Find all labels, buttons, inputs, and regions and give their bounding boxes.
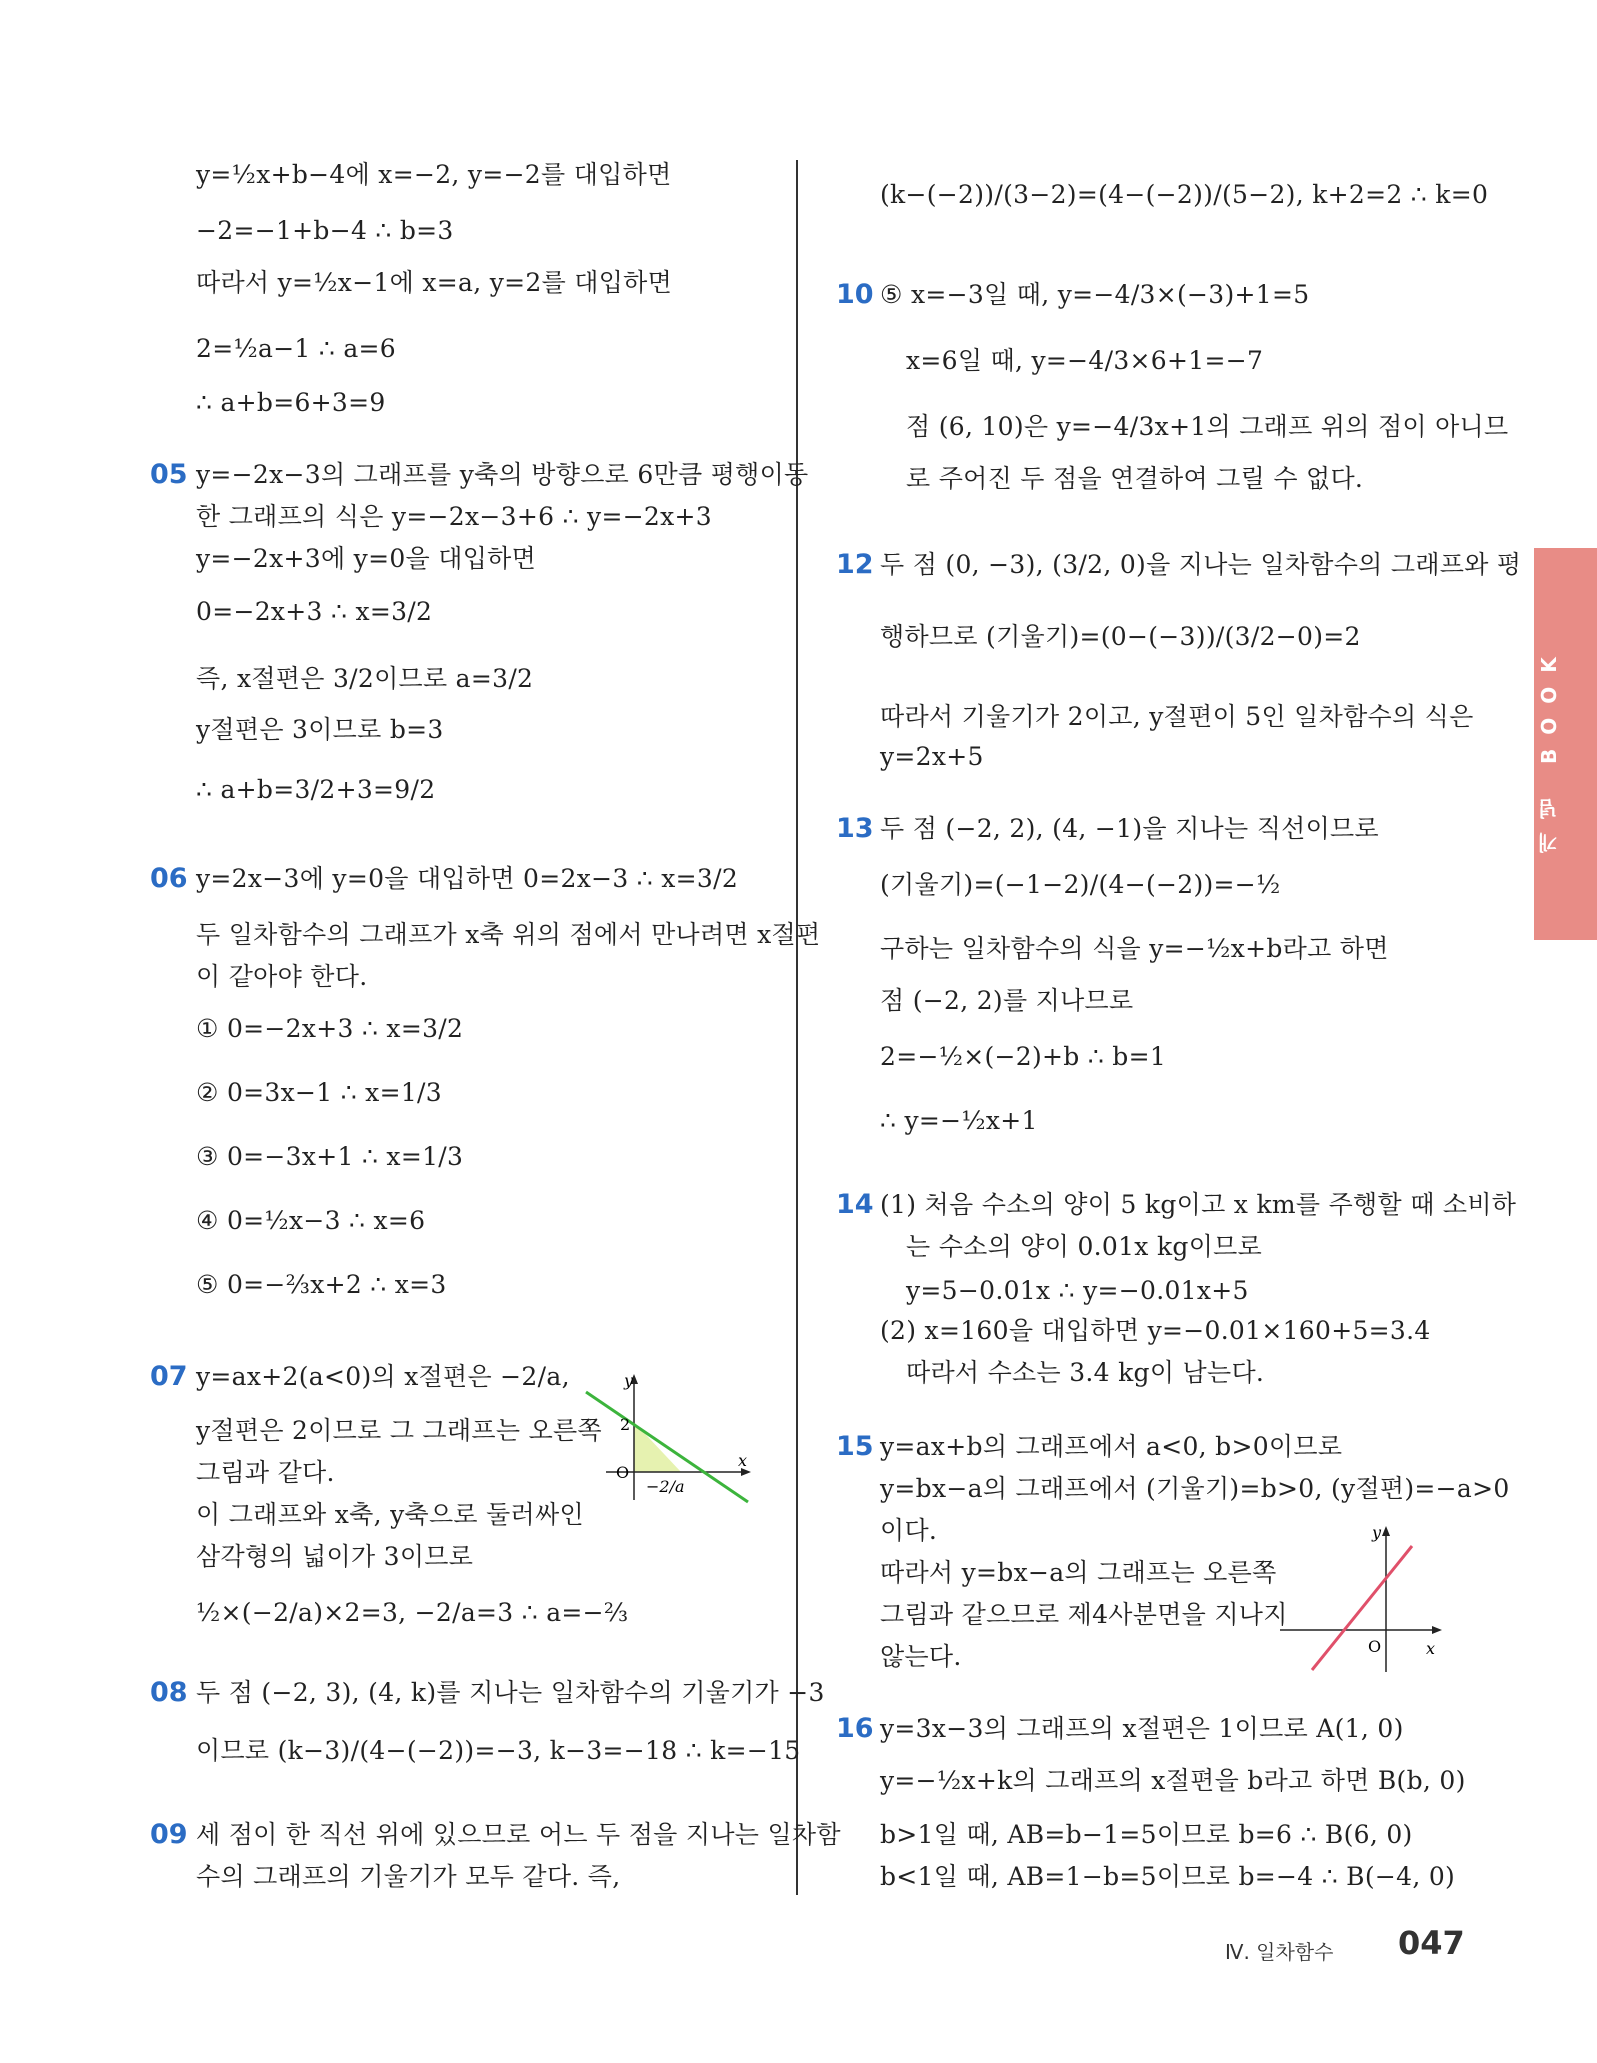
text-line: 삼각형의 넓이가 3이므로 [196, 1542, 474, 1571]
text-line: 두 점 (−2, 2), (4, −1)을 지나는 직선이므로 [880, 814, 1379, 843]
text-line: 따라서 기울기가 2이고, y절편이 5인 일차함수의 식은 [880, 702, 1474, 731]
text-line: 점 (6, 10)은 y=−4/3x+1의 그래프 위의 점이 아니므 [906, 412, 1509, 441]
text-line: 따라서 y=bx−a의 그래프는 오른쪽 [880, 1558, 1277, 1587]
graph-line [1312, 1546, 1412, 1670]
problem-number: 08 [150, 1677, 188, 1708]
page-number: 047 [1398, 1924, 1465, 1962]
y-axis-label: y [1372, 1523, 1382, 1542]
problem-number: 13 [836, 813, 874, 844]
text-line: ∴ a+b=3/2+3=9/2 [196, 775, 436, 804]
text-line: 따라서 y=½x−1에 x=a, y=2를 대입하면 [196, 268, 673, 297]
text-line: ③ 0=−3x+1 ∴ x=1/3 [196, 1142, 464, 1171]
text-line: (k−(−2))/(3−2)=(4−(−2))/(5−2), k+2=2 ∴ k=0 [880, 180, 1489, 209]
text-line: y=ax+b의 그래프에서 a<0, b>0이므로 [880, 1432, 1343, 1461]
text-line: (1) 처음 수소의 양이 5 kg이고 x km를 주행할 때 소비하 [880, 1190, 1517, 1219]
problem-number: 14 [836, 1189, 874, 1220]
text-line: 는 수소의 양이 0.01x kg이므로 [906, 1232, 1263, 1261]
problem-number: 07 [150, 1361, 188, 1392]
text-line: (기울기)=(−1−2)/(4−(−2))=−½ [880, 870, 1281, 899]
column-divider [796, 160, 798, 1895]
text-line: 그림과 같다. [196, 1458, 335, 1487]
text-line: 따라서 수소는 3.4 kg이 남는다. [906, 1358, 1265, 1387]
text-line: 두 일차함수의 그래프가 x축 위의 점에서 만나려면 x절편 [196, 920, 821, 949]
problem-number: 12 [836, 549, 874, 580]
text-line: 그림과 같으므로 제4사분면을 지나지 [880, 1600, 1288, 1629]
graph-07 [576, 1370, 756, 1510]
text-line: −2=−1+b−4 ∴ b=3 [196, 216, 454, 245]
text-line: b<1일 때, AB=1−b=5이므로 b=−4 ∴ B(−4, 0) [880, 1862, 1456, 1891]
text-line: y=3x−3의 그래프의 x절편은 1이므로 A(1, 0) [880, 1714, 1404, 1743]
text-line: 두 점 (−2, 3), (4, k)를 지나는 일차함수의 기울기가 −3 [196, 1678, 825, 1707]
side-tab-label: 개념 BOOK [1537, 643, 1561, 853]
y-axis-label: y [624, 1371, 634, 1390]
x-axis-label: x [1426, 1639, 1436, 1658]
text-line: 2=−½×(−2)+b ∴ b=1 [880, 1042, 1167, 1071]
text-line: 않는다. [880, 1642, 962, 1671]
text-line: ① 0=−2x+3 ∴ x=3/2 [196, 1014, 464, 1043]
text-line: 2=½a−1 ∴ a=6 [196, 334, 396, 363]
text-line: 이 같아야 한다. [196, 962, 368, 991]
text-line: 이다. [880, 1516, 938, 1545]
side-tab [1534, 548, 1597, 940]
text-line: 0=−2x+3 ∴ x=3/2 [196, 597, 433, 626]
text-line: 행하므로 (기울기)=(0−(−3))/(3/2−0)=2 [880, 622, 1361, 651]
text-line: 로 주어진 두 점을 연결하여 그릴 수 없다. [906, 464, 1364, 493]
x-arrow-icon [1432, 1626, 1442, 1634]
text-line: 한 그래프의 식은 y=−2x−3+6 ∴ y=−2x+3 [196, 502, 712, 531]
origin-label: O [1368, 1637, 1382, 1656]
text-line: ② 0=3x−1 ∴ x=1/3 [196, 1078, 442, 1107]
text-line: 구하는 일차함수의 식을 y=−½x+b라고 하면 [880, 934, 1389, 963]
problem-number: 15 [836, 1431, 874, 1462]
text-line: y=2x−3에 y=0을 대입하면 0=2x−3 ∴ x=3/2 [196, 864, 739, 893]
text-line: y=−2x−3의 그래프를 y축의 방향으로 6만큼 평행이동 [196, 460, 809, 489]
problem-number: 09 [150, 1819, 188, 1850]
text-line: y=bx−a의 그래프에서 (기울기)=b>0, (y절편)=−a>0 [880, 1474, 1510, 1503]
graph-15 [1276, 1522, 1446, 1678]
text-line: 두 점 (0, −3), (3/2, 0)을 지나는 일차함수의 그래프와 평 [880, 550, 1522, 579]
y-intercept-label: 2 [620, 1415, 631, 1434]
text-line: y절편은 2이므로 그 그래프는 오른쪽 [196, 1416, 602, 1445]
problem-number: 05 [150, 459, 188, 490]
text-line: 이므로 (k−3)/(4−(−2))=−3, k−3=−18 ∴ k=−15 [196, 1736, 801, 1765]
text-line: y절편은 3이므로 b=3 [196, 715, 444, 744]
text-line: y=5−0.01x ∴ y=−0.01x+5 [906, 1276, 1249, 1305]
text-line: ⑤ x=−3일 때, y=−4/3×(−3)+1=5 [880, 280, 1310, 309]
text-line: x=6일 때, y=−4/3×6+1=−7 [906, 346, 1264, 375]
text-line: y=−½x+k의 그래프의 x절편을 b라고 하면 B(b, 0) [880, 1766, 1466, 1795]
footer-chapter: Ⅳ. 일차함수 [1225, 1940, 1334, 1964]
text-line: y=2x+5 [880, 742, 984, 771]
text-line: y=ax+2(a<0)의 x절편은 −2/a, [196, 1362, 570, 1391]
origin-label: O [616, 1463, 630, 1482]
text-line: ½×(−2/a)×2=3, −2/a=3 ∴ a=−⅔ [196, 1598, 629, 1627]
problem-number: 16 [836, 1713, 874, 1744]
text-line: 점 (−2, 2)를 지나므로 [880, 986, 1134, 1015]
text-line: 이 그래프와 x축, y축으로 둘러싸인 [196, 1500, 584, 1529]
text-line: y=−2x+3에 y=0을 대입하면 [196, 544, 537, 573]
text-line: 세 점이 한 직선 위에 있으므로 어느 두 점을 지나는 일차함 [196, 1820, 841, 1849]
problem-number: 06 [150, 863, 188, 894]
x-intercept-label: −2/a [646, 1477, 685, 1496]
problem-number: 10 [836, 279, 874, 310]
text-line: (2) x=160을 대입하면 y=−0.01×160+5=3.4 [880, 1316, 1431, 1345]
text-line: 즉, x절편은 3/2이므로 a=3/2 [196, 664, 534, 693]
text-line: y=½x+b−4에 x=−2, y=−2를 대입하면 [196, 160, 672, 189]
y-arrow-icon [1382, 1526, 1390, 1536]
text-line: b>1일 때, AB=b−1=5이므로 b=6 ∴ B(6, 0) [880, 1820, 1413, 1849]
text-line: ⑤ 0=−⅔x+2 ∴ x=3 [196, 1270, 447, 1299]
text-line: 수의 그래프의 기울기가 모두 같다. 즉, [196, 1862, 621, 1891]
text-line: ∴ a+b=6+3=9 [196, 388, 386, 417]
x-axis-label: x [738, 1451, 748, 1470]
text-line: ④ 0=½x−3 ∴ x=6 [196, 1206, 426, 1235]
text-line: ∴ y=−½x+1 [880, 1106, 1038, 1135]
